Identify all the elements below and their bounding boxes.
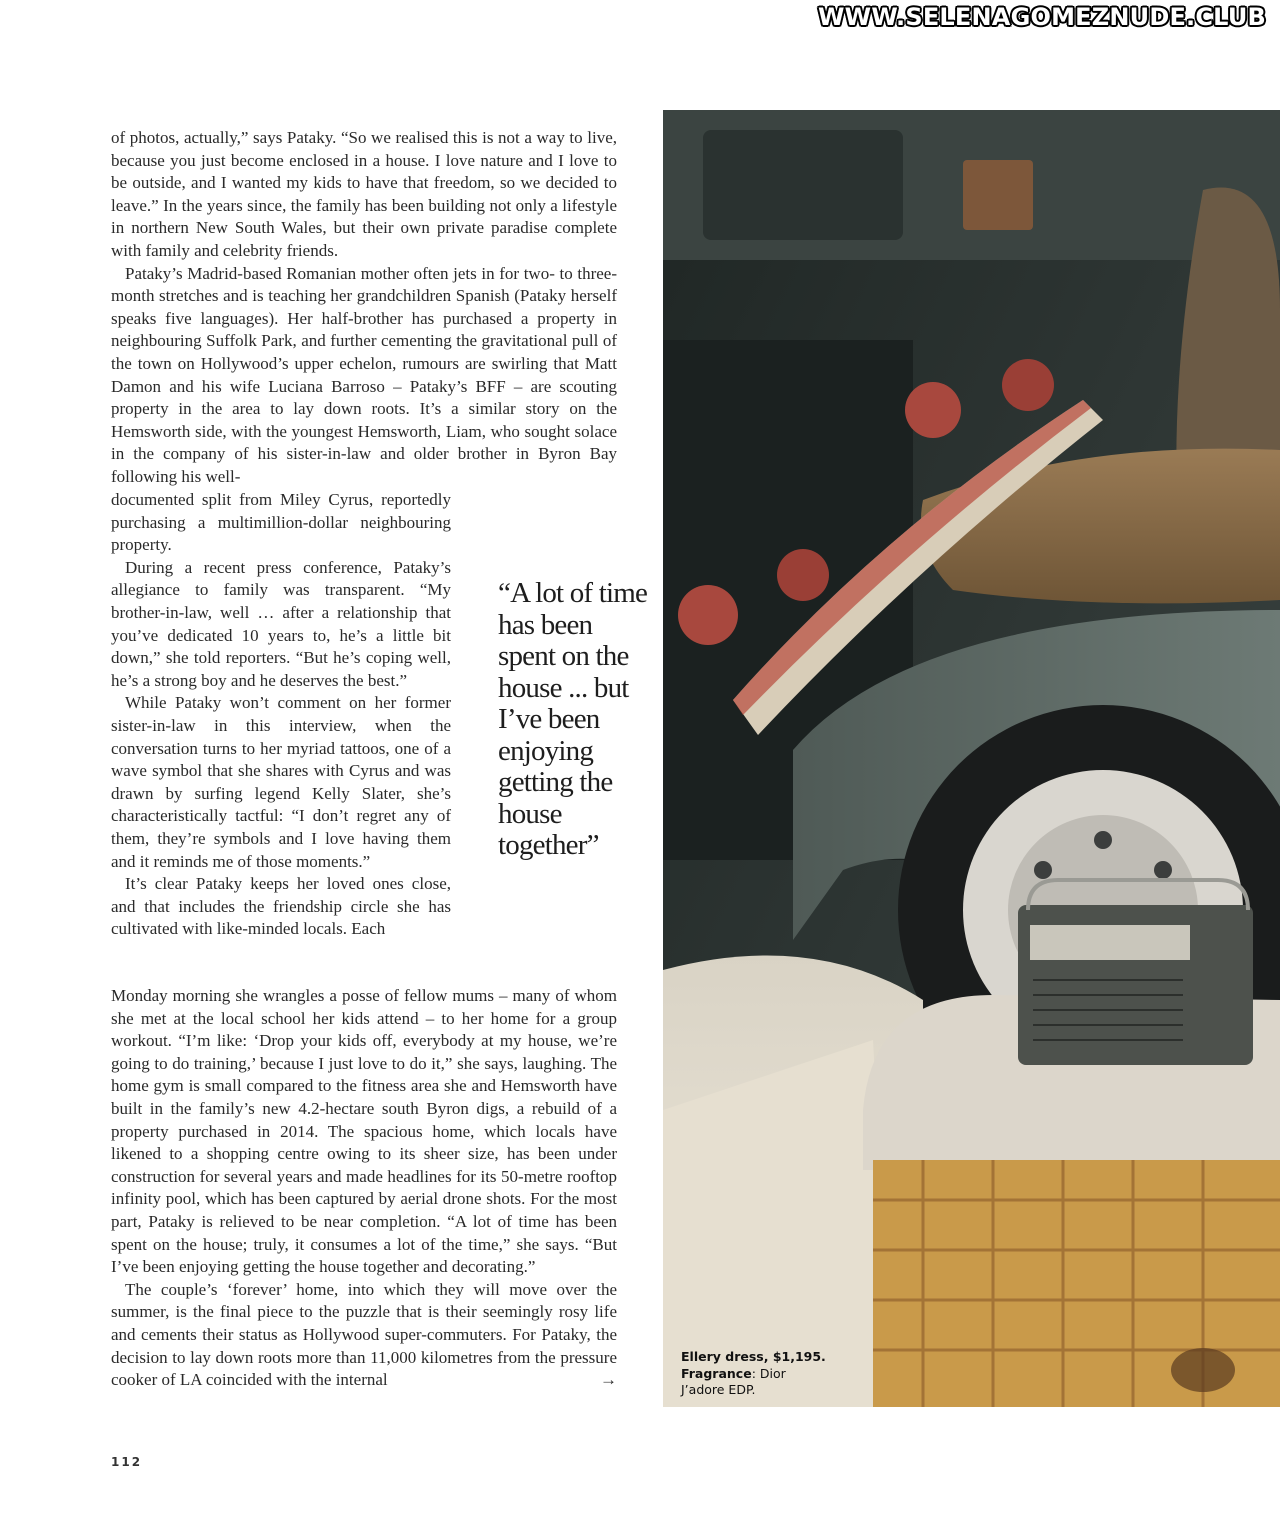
- article-paragraph-continued: documented split from Miley Cyrus, reportedly purchasing a multimillion-dollar neighbouring property.: [111, 490, 451, 555]
- article-column-narrow: [111, 489, 451, 941]
- continue-arrow-icon: →: [600, 1370, 617, 1390]
- photo-van-skateboard-radio: [663, 110, 1280, 1407]
- article-column-bottom: [111, 985, 617, 1392]
- watermark: WWW.SELENAGOMEZNUDE.CLUB: [817, 3, 1266, 31]
- article-column-top: [111, 127, 617, 489]
- article-paragraph-continued: Monday morning she wrangles a posse of fellow mums – many of whom she met at the local school her kids attend – to her home for a group workout. “I’m like: ‘Drop your kids off, everybody at my house, we’re going to do training,’ because I just love to do it,” she says, laughing. The home gym is small compared to the fitness area she and Hemsworth have built in the family’s new 4.2-hectare south Byron digs, a rebuild of a property purchased in 2014. The spacious home, which locals have likened to a shopping centre owing to its sheer size, has been under construction for several years and made headlines for its 50-metre rooftop infinity pool, which has been captured by aerial drone shots. For the most part, Pataky is relieved to be near completion. “A lot of time has been spent on the house; truly, it consumes a lot of the time,” she says. “But I’ve been enjoying getting the house together and decorating.”: [111, 986, 617, 1277]
- photo-caption: [681, 1349, 831, 1399]
- pull-quote: “A lot of time has been spent on the house ... but I’ve been enjoying getting the house together”: [498, 577, 648, 861]
- article-paragraph: It’s clear Pataky keeps her loved ones close, and that includes the friendship circle she has cultivated with like-minded locals. Each: [111, 874, 451, 939]
- article-paragraph: While Pataky won’t comment on her former sister-in-law in this interview, when the conversation turns to her myriad tattoos, one of a wave symbol that she shares with Cyrus and was drawn by surfing legend Kelly Slater, she’s characteristically tactful: “I don’t regret any of them, they’re symbols and I love having them and it reminds me of those moments.”: [111, 693, 451, 871]
- article-paragraph: Pataky’s Madrid-based Romanian mother often jets in for two- to three-month stretches and is teaching her grandchildren Spanish (Pataky herself speaks five languages). Her half-brother has purchased a property in neighbouring Suffolk Park, and further cementing the gravitational pull of the town on Hollywood’s upper echelon, rumours are swirling that Matt Damon and his wife Luciana Barroso – Pataky’s BFF – are scouting property in the area to lay down roots. It’s a similar story on the Hemsworth side, with the youngest Hemsworth, Liam, who sought solace in the company of his sister-in-law and older brother in Byron Bay following his well-: [111, 263, 617, 486]
- article-paragraph: During a recent press conference, Pataky’s allegiance to family was transparent. “My brother-in-law, well … after a relationship that you’ve dedicated 10 years to, he’s a little bit down,” she told reporters. “But he’s coping well, he’s a strong boy and he deserves the best.”: [111, 557, 451, 690]
- article-paragraph-last: [111, 1279, 617, 1392]
- page-number: 112: [111, 1455, 143, 1469]
- photo-illustration: [663, 110, 1280, 1407]
- caption-fragrance: Fragrance: Dior J’adore EDP.: [681, 1365, 786, 1397]
- article-text: The couple’s ‘forever’ home, into which they will move over the summer, is the final piece to the puzzle that is their seemingly rosy life and cements their status as Hollywood super-commuters. For Pataky, the decision to lay down roots more than 11,000 kilometres from the pressure cooker of LA coincided with the internal: [111, 1279, 617, 1390]
- article-paragraph: of photos, actually,” says Pataky. “So we realised this is not a way to live, because you just become enclosed in a house. I love nature and I love to be outside, and I wanted my kids to have that freedom, so we decided to leave.” In the years since, the family has been building not only a lifestyle in northern New South Wales, but their own private paradise complete with family and celebrity friends.: [111, 128, 617, 260]
- caption-line: Ellery dress, $1,195.: [681, 1349, 826, 1364]
